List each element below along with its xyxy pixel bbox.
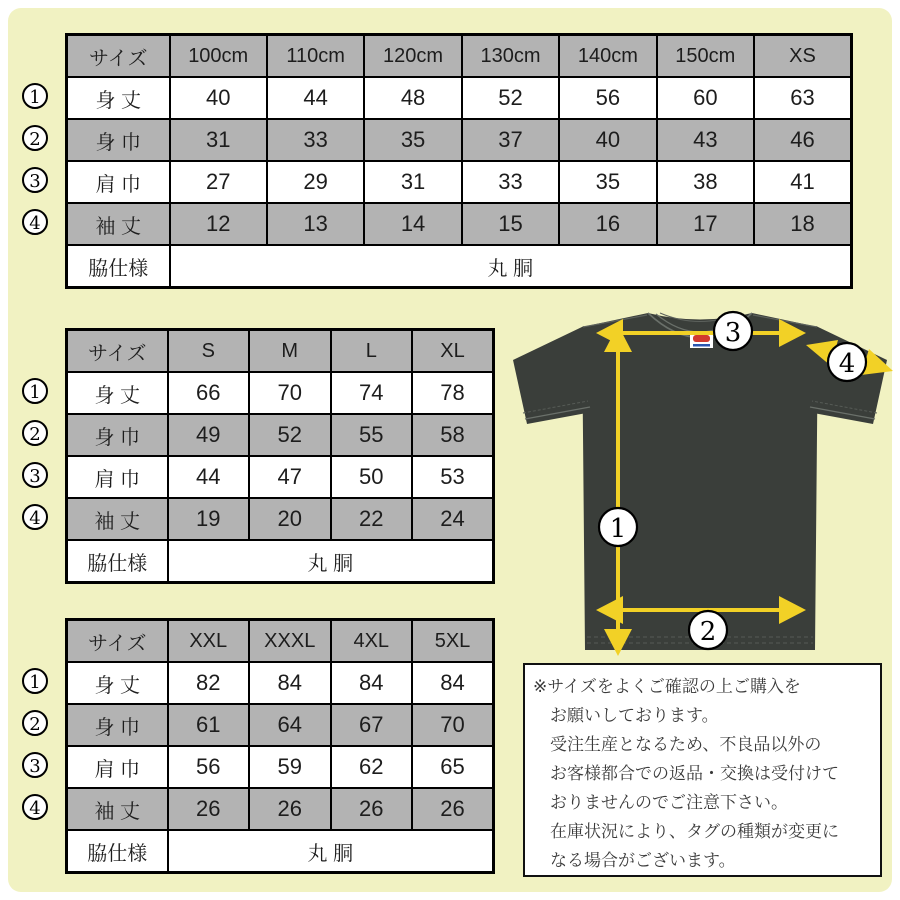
purchase-notice-box — [523, 663, 882, 877]
svg-text:4: 4 — [838, 349, 856, 379]
measure-value: 78 — [412, 372, 494, 414]
size-header-cell: S — [168, 330, 250, 373]
row-number-badge: 1 — [22, 378, 48, 404]
measure-value: 35 — [559, 161, 656, 203]
svg-text:2: 2 — [699, 617, 717, 647]
row-number-badge: 1 — [22, 668, 48, 694]
measure-value: 52 — [249, 414, 331, 456]
measure-value: 56 — [168, 746, 250, 788]
measure-value: 67 — [331, 704, 413, 746]
size-header-cell: 5XL — [412, 620, 494, 663]
measure-value: 62 — [331, 746, 413, 788]
measure-value: 26 — [412, 788, 494, 830]
measure-value: 84 — [331, 662, 413, 704]
measure-value: 35 — [364, 119, 461, 161]
notice-line: お願いしております。 — [550, 706, 719, 725]
size-table-kids — [22, 33, 853, 289]
measure-label: 袖 丈 — [67, 203, 170, 245]
measure-value: 31 — [364, 161, 461, 203]
row-number-badge: 4 — [22, 209, 48, 235]
measure-value: 55 — [331, 414, 413, 456]
size-header-cell: 110cm — [267, 35, 364, 78]
svg-text:1: 1 — [609, 514, 627, 544]
measure-value: 84 — [249, 662, 331, 704]
measure-value: 53 — [412, 456, 494, 498]
measure-label: 肩 巾 — [67, 746, 168, 788]
notice-line: お客様都合での返品・交換は受付けて — [550, 764, 839, 783]
measure-value: 17 — [657, 203, 754, 245]
measure-label: 身 丈 — [67, 77, 170, 119]
notice-line: おりませんのでご注意下さい。 — [550, 793, 788, 812]
size-header-cell: M — [249, 330, 331, 373]
notice-line: なる場合がございます。 — [550, 851, 736, 870]
measure-value: 49 — [168, 414, 250, 456]
measure-value: 56 — [559, 77, 656, 119]
measure-label: 身 丈 — [67, 372, 168, 414]
measure-label: 袖 丈 — [67, 498, 168, 540]
measure-value: 14 — [364, 203, 461, 245]
measure-value: 26 — [331, 788, 413, 830]
measure-value: 31 — [170, 119, 267, 161]
row-number-badge: 4 — [22, 504, 48, 530]
row-number-badge: 1 — [22, 83, 48, 109]
row-number-badge: 3 — [22, 752, 48, 778]
measure-value: 20 — [249, 498, 331, 540]
measure-value: 59 — [249, 746, 331, 788]
row-number-badge: 2 — [22, 710, 48, 736]
measure-value: 47 — [249, 456, 331, 498]
measure-value: 27 — [170, 161, 267, 203]
side-spec-label: 脇仕様 — [67, 830, 168, 873]
measure-label: 身 巾 — [67, 119, 170, 161]
size-table-big — [22, 618, 495, 874]
diagram-badge-1 — [599, 508, 637, 546]
measure-value: 40 — [559, 119, 656, 161]
measure-value: 70 — [249, 372, 331, 414]
size-table — [65, 328, 495, 584]
size-header-cell: 140cm — [559, 35, 656, 78]
size-header-cell: XS — [754, 35, 851, 78]
size-header-cell: 4XL — [331, 620, 413, 663]
measure-value: 60 — [657, 77, 754, 119]
measure-value: 12 — [170, 203, 267, 245]
row-number-badge: 2 — [22, 420, 48, 446]
measure-value: 84 — [412, 662, 494, 704]
size-header-cell: 100cm — [170, 35, 267, 78]
measure-value: 44 — [168, 456, 250, 498]
side-spec-value: 丸 胴 — [170, 245, 852, 288]
notice-line: 在庫状況により、タグの種類が変更に — [550, 822, 839, 841]
measure-value: 15 — [462, 203, 559, 245]
measure-label: 身 丈 — [67, 662, 168, 704]
measure-value: 41 — [754, 161, 851, 203]
measure-value: 52 — [462, 77, 559, 119]
measure-value: 82 — [168, 662, 250, 704]
size-table — [65, 33, 853, 289]
measure-value: 24 — [412, 498, 494, 540]
measure-value: 74 — [331, 372, 413, 414]
measure-label: 肩 巾 — [67, 456, 168, 498]
measure-value: 40 — [170, 77, 267, 119]
measure-value: 18 — [754, 203, 851, 245]
measure-value: 38 — [657, 161, 754, 203]
size-header-cell: 150cm — [657, 35, 754, 78]
measure-value: 64 — [249, 704, 331, 746]
size-header-cell: XL — [412, 330, 494, 373]
row-number-badge: 4 — [22, 794, 48, 820]
diagram-badge-3 — [714, 312, 752, 350]
measure-value: 58 — [412, 414, 494, 456]
measure-value: 65 — [412, 746, 494, 788]
measure-value: 61 — [168, 704, 250, 746]
row-number-badge: 2 — [22, 125, 48, 151]
measure-value: 16 — [559, 203, 656, 245]
row-number-badge: 3 — [22, 167, 48, 193]
measure-value: 46 — [754, 119, 851, 161]
measure-value: 13 — [267, 203, 364, 245]
side-spec-value: 丸 胴 — [168, 830, 494, 873]
measure-label: 身 巾 — [67, 414, 168, 456]
measure-value: 44 — [267, 77, 364, 119]
size-header-cell: XXXL — [249, 620, 331, 663]
size-column-title: サイズ — [67, 620, 168, 663]
size-header-cell: XXL — [168, 620, 250, 663]
row-number-badge: 3 — [22, 462, 48, 488]
side-spec-label: 脇仕様 — [67, 245, 170, 288]
size-header-cell: 130cm — [462, 35, 559, 78]
notice-line: 受注生産となるため、不良品以外の — [550, 735, 822, 754]
measure-value: 26 — [249, 788, 331, 830]
measure-value: 22 — [331, 498, 413, 540]
measure-value: 33 — [462, 161, 559, 203]
measure-label: 肩 巾 — [67, 161, 170, 203]
measure-value: 26 — [168, 788, 250, 830]
measure-value: 48 — [364, 77, 461, 119]
tshirt-measure-diagram — [500, 300, 900, 660]
measure-value: 50 — [331, 456, 413, 498]
size-table-adult — [22, 328, 495, 584]
diagram-badge-4 — [828, 343, 866, 381]
size-column-title: サイズ — [67, 35, 170, 78]
side-spec-label: 脇仕様 — [67, 540, 168, 583]
size-table — [65, 618, 495, 874]
measure-label: 身 巾 — [67, 704, 168, 746]
measure-value: 43 — [657, 119, 754, 161]
measure-value: 70 — [412, 704, 494, 746]
size-column-title: サイズ — [67, 330, 168, 373]
measure-value: 29 — [267, 161, 364, 203]
measure-value: 33 — [267, 119, 364, 161]
measure-value: 19 — [168, 498, 250, 540]
side-spec-value: 丸 胴 — [168, 540, 494, 583]
measure-value: 66 — [168, 372, 250, 414]
size-header-cell: L — [331, 330, 413, 373]
measure-value: 63 — [754, 77, 851, 119]
measure-label: 袖 丈 — [67, 788, 168, 830]
notice-line: ※サイズをよくご確認の上ご購入を — [533, 677, 801, 696]
diagram-badge-2 — [689, 611, 727, 649]
measure-value: 37 — [462, 119, 559, 161]
size-header-cell: 120cm — [364, 35, 461, 78]
svg-text:3: 3 — [724, 318, 742, 348]
